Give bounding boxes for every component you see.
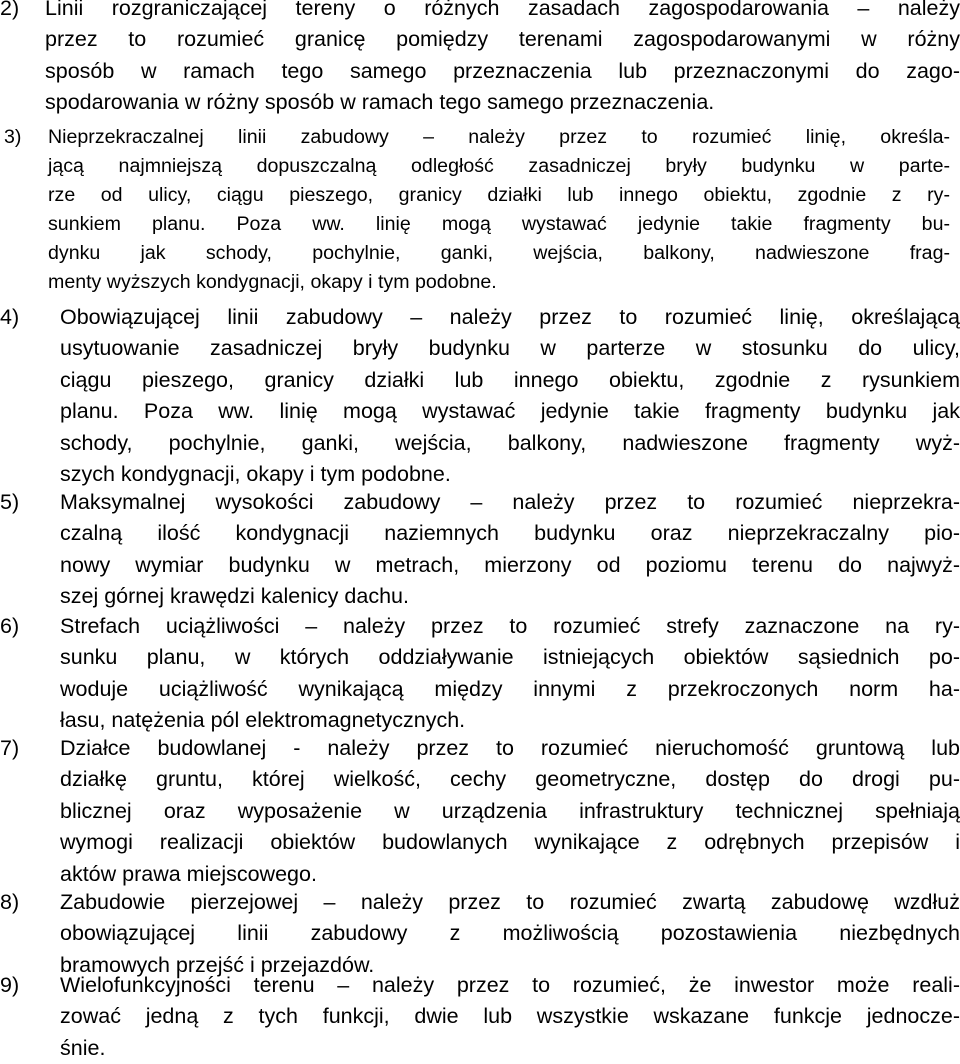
definition-item-4	[0, 302, 960, 490]
text-line: nowy wymiar budynku w metrach, mierzony od poziomu terenu do najwyż-	[60, 552, 960, 577]
item-text	[60, 487, 960, 613]
item-text	[60, 733, 960, 890]
item-number: 8)	[0, 890, 20, 914]
text-line: Wielofunkcyjności terenu – należy przez to rozumieć, że inwestor może reali-	[60, 973, 960, 997]
text-line: usytuowanie zasadniczej bryły budynku w parterze w stosunku do ulicy,	[60, 336, 960, 361]
text-line: Maksymalnej wysokości zabudowy – należy przez to rozumieć nieprzekra-	[60, 490, 960, 514]
text-line: schody, pochylnie, ganki, wejścia, balkony, nadwieszone fragmenty wyż-	[60, 430, 960, 455]
text-line: Nieprzekraczalnej linii zabudowy – należy przez to rozumieć linię, określa-	[48, 126, 950, 148]
text-line: Linii rozgraniczającej tereny o różnych zasadach zagospodarowania – należy	[45, 0, 960, 20]
item-number: 4)	[0, 305, 20, 329]
text-line: Działce budowlanej - należy przez to rozumieć nieruchomość gruntową lub	[60, 736, 960, 760]
text-line: wymogi realizacji obiektów budowlanych wynikające z odrębnych przepisów i	[60, 830, 960, 855]
text-line: Obowiązującej linii zabudowy – należy przez to rozumieć linię, określającą	[60, 305, 960, 329]
item-number: 3)	[4, 126, 22, 148]
item-number: 6)	[0, 614, 20, 638]
text-line: zować jedną z tych funkcji, dwie lub wszystkie wskazane funkcje jednocze-	[60, 1004, 960, 1029]
text-line: Strefach uciążliwości – należy przez to rozumieć strefy zaznaczone na ry-	[60, 614, 960, 638]
text-line: przez to rozumieć granicę pomiędzy terenami zagospodarowanymi w różny	[45, 27, 960, 52]
definition-item-7	[0, 733, 960, 890]
text-line: jącą najmniejszą dopuszczalną odległość zasadniczej bryły budynku w parte-	[48, 154, 950, 177]
text-line: woduje uciążliwość wynikającą między innymi z przekroczonych norm ha-	[60, 676, 960, 701]
item-text	[60, 887, 960, 981]
text-line: sposób w ramach tego samego przeznaczenia lub przeznaczonymi do zago-	[45, 58, 960, 83]
item-number: 2)	[0, 0, 20, 20]
text-line: czalną ilość kondygnacji naziemnych budynku oraz nieprzekraczalny pio-	[60, 521, 960, 546]
item-text	[60, 302, 960, 490]
definition-item-5	[0, 487, 960, 613]
text-line: Zabudowie pierzejowej – należy przez to rozumieć zwartą zabudowę wzdłuż	[60, 890, 960, 914]
text-line: szej górnej krawędzi kalenicy dachu.	[60, 584, 409, 609]
item-number: 9)	[0, 973, 20, 997]
text-line: aktów prawa miejscowego.	[60, 861, 317, 886]
definition-item-2	[0, 0, 960, 119]
text-line: ciągu pieszego, granicy działki lub innego obiektu, zgodnie z rysunkiem	[60, 367, 960, 392]
text-line: śnie.	[60, 1035, 106, 1060]
text-line: dynku jak schody, pochylnie, ganki, wejścia, balkony, nadwieszone frag-	[48, 241, 950, 264]
text-line: łasu, natężenia pól elektromagnetycznych.	[60, 708, 466, 733]
text-line: obowiązującej linii zabudowy z możliwością pozostawienia niezbędnych	[60, 921, 960, 946]
definition-item-8	[0, 887, 960, 981]
item-text	[48, 123, 950, 296]
item-text	[60, 611, 960, 737]
text-line: bramowych przejść i przejazdów.	[60, 952, 375, 977]
text-line: rze od ulicy, ciągu pieszego, granicy działki lub innego obiektu, zgodnie z ry-	[48, 183, 950, 206]
text-line: szych kondygnacji, okapy i tym podobne.	[60, 462, 451, 487]
definition-item-3	[4, 123, 950, 296]
text-line: działkę gruntu, której wielkość, cechy geometryczne, dostęp do drogi pu-	[60, 767, 960, 792]
text-line: sunkiem planu. Poza ww. linię mogą wystawać jedynie takie fragmenty bu-	[48, 212, 950, 235]
text-line: sunku planu, w których oddziaływanie istniejących obiektów sąsiednich po-	[60, 645, 960, 670]
item-number: 5)	[0, 490, 20, 514]
text-line: spodarowania w różny sposób w ramach tego samego przeznaczenia.	[45, 90, 715, 115]
text-line: blicznej oraz wyposażenie w urządzenia infrastruktury technicznej spełniają	[60, 798, 960, 823]
text-line: planu. Poza ww. linię mogą wystawać jedynie takie fragmenty budynku jak	[60, 399, 960, 424]
text-line: menty wyższych kondygnacji, okapy i tym podobne.	[48, 270, 497, 293]
item-text	[45, 0, 960, 119]
definition-item-9	[0, 970, 960, 1064]
definition-item-6	[0, 611, 960, 737]
item-text	[60, 970, 960, 1064]
item-number: 7)	[0, 736, 20, 760]
